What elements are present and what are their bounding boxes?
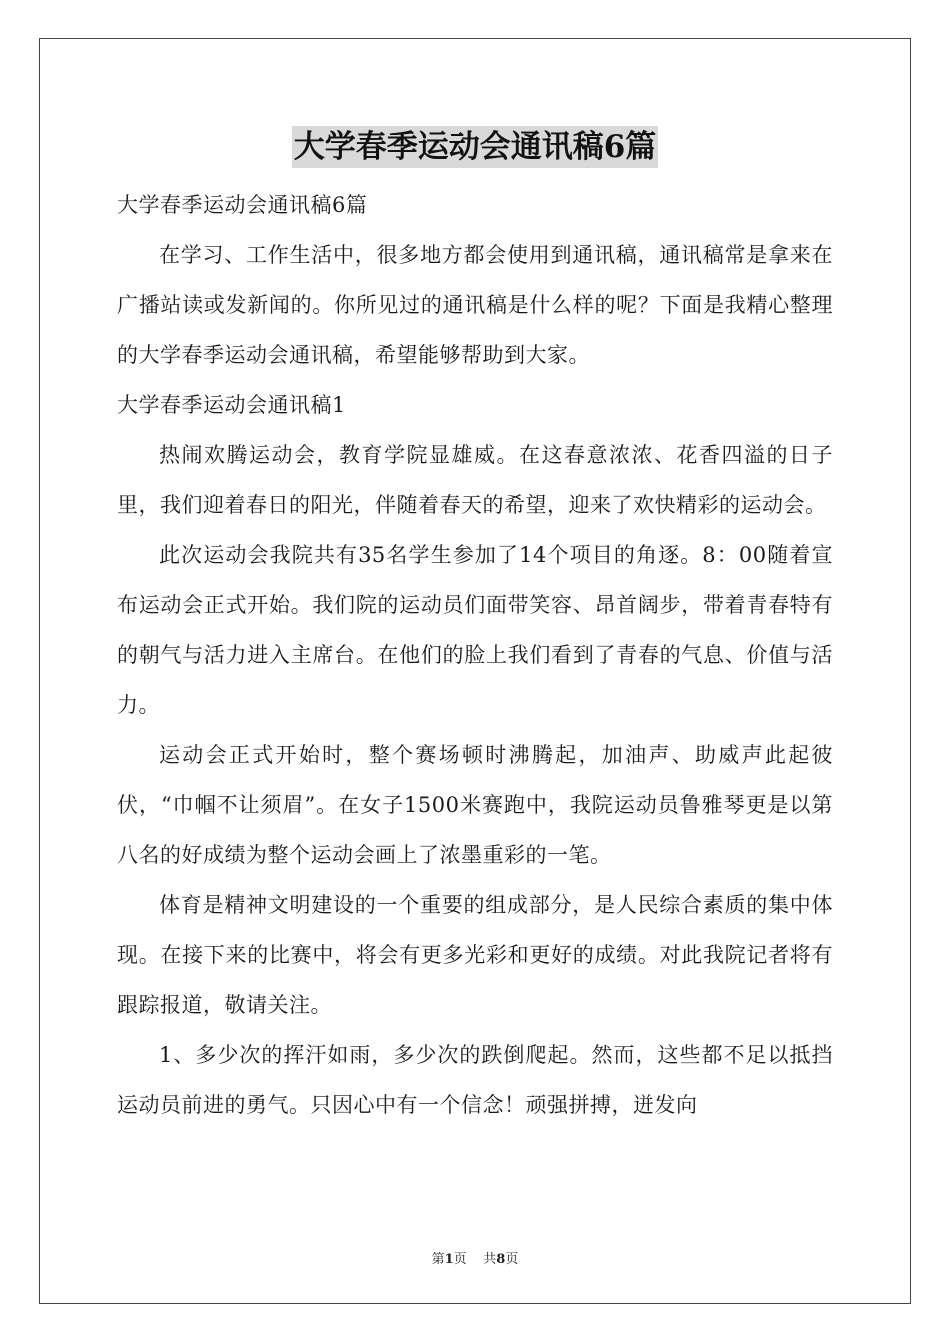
title-block (117, 126, 833, 170)
total-label-suffix: 页 (505, 1252, 519, 1267)
paragraph-5: 1、多少次的挥汗如雨，多少次的跌倒爬起。然而，这些都不足以抵挡运动员前进的勇气。只因心中有一个信念！顽强拼搏，迸发向 (117, 1043, 833, 1117)
total-pages: 8 (496, 1252, 506, 1267)
document-title: 大学春季运动会通讯稿6篇 (292, 126, 659, 168)
total-label-prefix: 共 (483, 1252, 497, 1267)
page-number: 1 (444, 1252, 454, 1267)
paragraph-3: 运动会正式开始时，整个赛场顿时沸腾起，加油声、助威声此起彼伏，“巾帼不让须眉”。在女子1500米赛跑中，我院运动员鲁雅琴更是以第八名的好成绩为整个运动会画上了浓墨重彩的一笔。 (117, 743, 833, 867)
document-body (117, 126, 833, 1130)
page-label-suffix: 页 (453, 1252, 467, 1267)
page-label-prefix: 第 (431, 1252, 445, 1267)
page-footer (0, 1248, 950, 1267)
paragraph-intro: 在学习、工作生活中，很多地方都会使用到通讯稿，通讯稿常是拿来在广播站读或发新闻的。你所见过的通讯稿是什么样的呢？下面是我精心整理的大学春季运动会通讯稿，希望能够帮助到大家。 (117, 243, 833, 367)
paragraph-4: 体育是精神文明建设的一个重要的组成部分，是人民综合素质的集中体现。在接下来的比赛中，将会有更多光彩和更好的成绩。对此我院记者将有跟踪报道，敬请关注。 (117, 893, 833, 1017)
section-heading-1: 大学春季运动会通讯稿1 (117, 393, 346, 417)
paragraph-1: 热闹欢腾运动会，教育学院显雄威。在这春意浓浓、花香四溢的日子里，我们迎着春日的阳光，伴随着春天的希望，迎来了欢快精彩的运动会。 (117, 443, 833, 517)
paragraph-2: 此次运动会我院共有35名学生参加了14个项目的角逐。8：00随着宣布运动会正式开始。我们院的运动员们面带笑容、昂首阔步，带着青春特有的朝气与活力进入主席台。在他们的脸上我们看到了青春的气息、价值与活力。 (117, 543, 833, 717)
document-subtitle: 大学春季运动会通讯稿6篇 (117, 193, 368, 217)
